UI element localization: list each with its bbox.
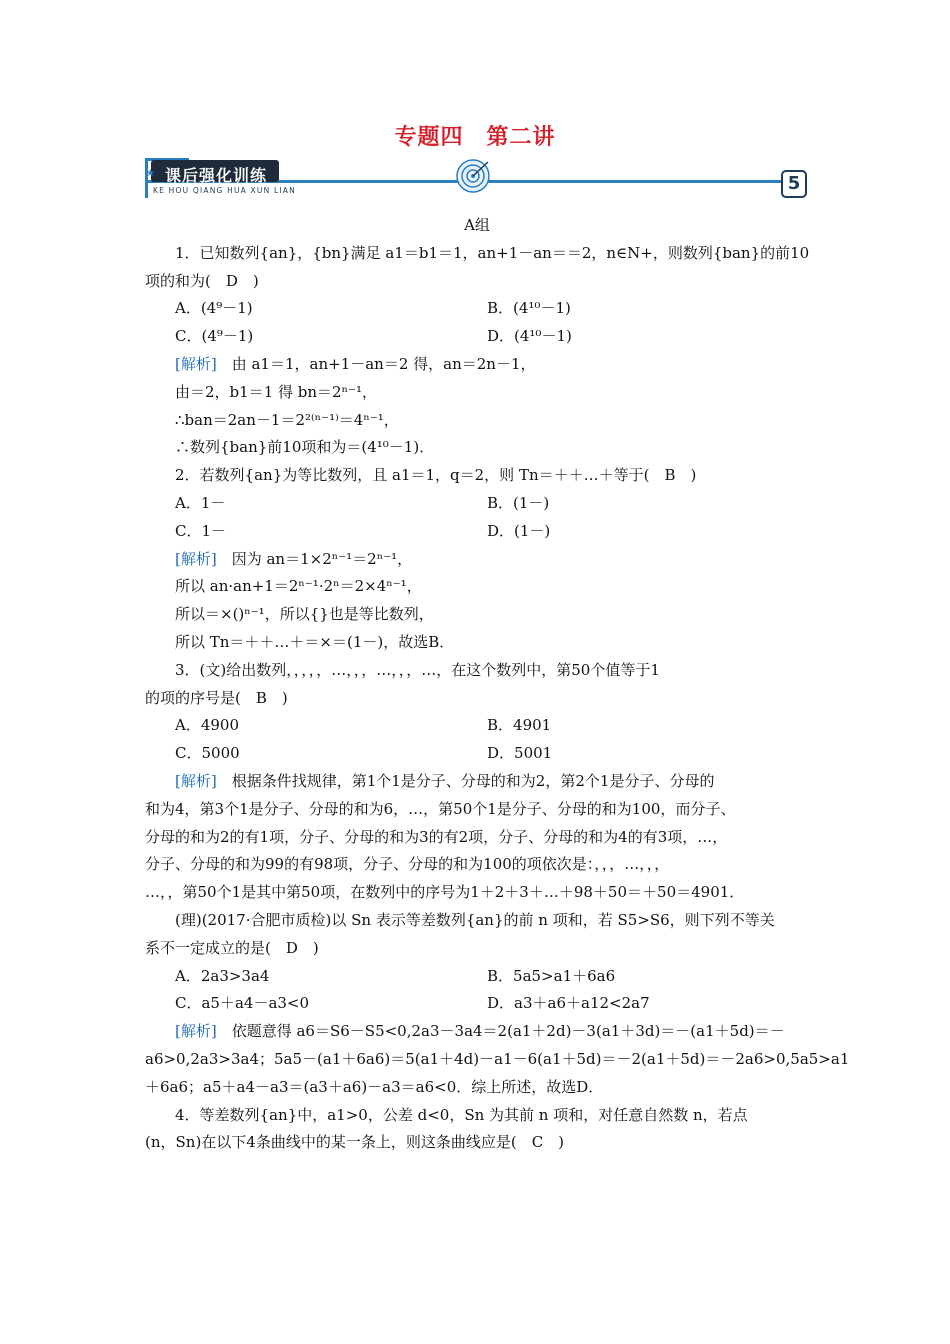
text-line: [145, 796, 809, 824]
solution-label: [解析]: [175, 771, 217, 790]
line-text: A组: [464, 216, 490, 234]
text-line: [145, 573, 809, 601]
option-item: B．(1－): [487, 493, 550, 512]
text-line: [145, 657, 809, 685]
text-line: [145, 685, 809, 713]
line-text: ∴数列{ban}前10项和为＝(4¹⁰－1)．: [175, 438, 435, 457]
option-row: [145, 990, 809, 1018]
section-banner: [145, 156, 807, 202]
option-row: [145, 712, 809, 740]
line-text: 2．若数列{an}为等比数列，且 a1＝1，q＝2，则 Tn＝＋＋…＋等于( B ): [175, 466, 697, 485]
text-line: [145, 601, 809, 629]
option-item: B．4901: [487, 716, 552, 735]
option-item: D．a3＋a6＋a12<2a7: [487, 994, 650, 1013]
text-line: [145, 407, 809, 435]
banner-pinyin: KE HOU QIANG HUA XUN LIAN: [153, 186, 296, 195]
option-item: C．a5＋a4－a3<0: [175, 994, 310, 1013]
line-text: (n，Sn)在以下4条曲线中的某一条上，则这条曲线应是( C ): [145, 1133, 565, 1152]
option-item: A．(4⁹－1): [175, 299, 253, 318]
text-line: [145, 824, 809, 852]
text-line: [145, 240, 809, 268]
line-text: 分子、分母的和为99的有98项，分子、分母的和为100的项依次是：，，，…，，，: [145, 855, 670, 874]
text-line: [145, 851, 809, 879]
line-text: 所以 Tn＝＋＋…＋＝×＝(1－)，故选B．: [175, 632, 455, 651]
solution-label: [解析]: [175, 354, 217, 373]
line-text: 4．等差数列{an}中，a1>0，公差 d<0，Sn 为其前 n 项和，对任意自然数 n，若点: [175, 1105, 748, 1124]
line-text: 所以 an·an+1＝2ⁿ⁻¹·2ⁿ＝2×4ⁿ⁻¹，: [175, 577, 422, 596]
option-item: C．(4⁹－1): [175, 327, 254, 346]
text-line: [145, 1129, 809, 1157]
solution-line: [145, 1018, 809, 1046]
line-text: 和为4，第3个1是分子、分母的和为6，…，第50个1是分子、分母的和为100，而分子、: [145, 799, 736, 818]
option-row: [145, 963, 809, 991]
banner-title: 课后强化训练: [165, 166, 268, 185]
option-row: [145, 323, 809, 351]
text-line: [145, 462, 809, 490]
banner-label: [151, 160, 279, 185]
line-text: 依题意得 a6＝S6－S5<0,2a3－3a4＝2(a1＋2d)－3(a1＋3d)＝－(a1＋5d)＝－: [216, 1022, 785, 1041]
option-item: D．(4¹⁰－1): [487, 327, 572, 346]
line-text: 根据条件找规律，第1个1是分子、分母的和为2，第2个1是分子、分母的: [216, 771, 715, 790]
option-row: [145, 740, 809, 768]
line-text: 的项的序号是( B ): [145, 688, 288, 707]
text-line: [145, 907, 809, 935]
text-line: [145, 879, 809, 907]
text-line: [145, 434, 809, 462]
line-text: 分母的和为2的有1项，分子、分母的和为3的有2项，分子、分母的和为4的有3项，…，: [145, 827, 728, 846]
option-item: B．5a5>a1＋6a6: [487, 966, 616, 985]
solution-line: [145, 546, 809, 574]
option-item: D．(1－): [487, 521, 551, 540]
option-row: [145, 490, 809, 518]
line-text: 因为 an＝1×2ⁿ⁻¹＝2ⁿ⁻¹，: [216, 549, 413, 568]
line-text: …，，第50个1是其中第50项，在数列中的序号为1＋2＋3＋…＋98＋50＝＋50＝4901．: [145, 883, 745, 902]
text-line: [145, 212, 809, 240]
star-icon: ★: [146, 168, 155, 179]
text-line: [145, 268, 809, 296]
option-item: D．5001: [487, 744, 553, 763]
option-item: B．(4¹⁰－1): [487, 299, 571, 318]
line-text: 由 a1＝1，an+1－an＝2 得，an＝2n－1，: [216, 354, 536, 373]
option-row: [145, 295, 809, 323]
option-item: C．1－: [175, 521, 227, 540]
option-item: A．2a3>3a4: [175, 966, 270, 985]
line-text: 系不一定成立的是( D ): [145, 938, 319, 957]
page-title: 专题四 第二讲: [394, 125, 556, 150]
line-text: ＋6a6；a5＋a4－a3＝(a3＋a6)－a3＝a6<0．综上所述，故选D．: [145, 1077, 604, 1096]
option-item: C．5000: [175, 744, 240, 763]
text-line: [145, 935, 809, 963]
option-item: A．4900: [175, 716, 240, 735]
text-line: [145, 1046, 850, 1074]
solution-label: [解析]: [175, 1022, 217, 1041]
line-text: 所以＝×()ⁿ⁻¹，所以{}也是等比数列，: [175, 605, 434, 624]
line-text: ∴ban＝2an－1＝2²⁽ⁿ⁻¹⁾＝4ⁿ⁻¹，: [175, 410, 399, 429]
document-body: [145, 212, 850, 1157]
line-text: a6>0,2a3>3a4；5a5－(a1＋6a6)＝5(a1＋4d)－a1－6(a1＋5d)＝－2(a1＋5d)＝－2a6>0,5a5>a1: [145, 1049, 850, 1068]
target-icon: [455, 158, 491, 194]
text-line: [145, 379, 809, 407]
solution-label: [解析]: [175, 549, 217, 568]
text-line: [145, 1102, 809, 1130]
solution-line: [145, 351, 809, 379]
text-line: [145, 629, 809, 657]
text-line: [145, 1074, 809, 1102]
lesson-number-badge: 5: [781, 170, 807, 198]
option-item: A．1－: [175, 493, 226, 512]
option-row: [145, 518, 809, 546]
line-text: 1．已知数列{an}，{bn}满足 a1＝b1＝1，an+1－an＝＝2，n∈N+，则数列{ban}的前10: [175, 243, 810, 262]
solution-line: [145, 768, 809, 796]
line-text: (理)(2017·合肥市质检)以 Sn 表示等差数列{an}的前 n 项和，若 S5>S6，则下列不等关: [175, 910, 775, 929]
line-text: 3．(文)给出数列，，，，，…，，，…，，，…，在这个数列中，第50个值等于1: [175, 660, 660, 679]
line-text: 由＝2，b1＝1 得 bn＝2ⁿ⁻¹，: [175, 382, 377, 401]
line-text: 项的和为( D ): [145, 271, 259, 290]
